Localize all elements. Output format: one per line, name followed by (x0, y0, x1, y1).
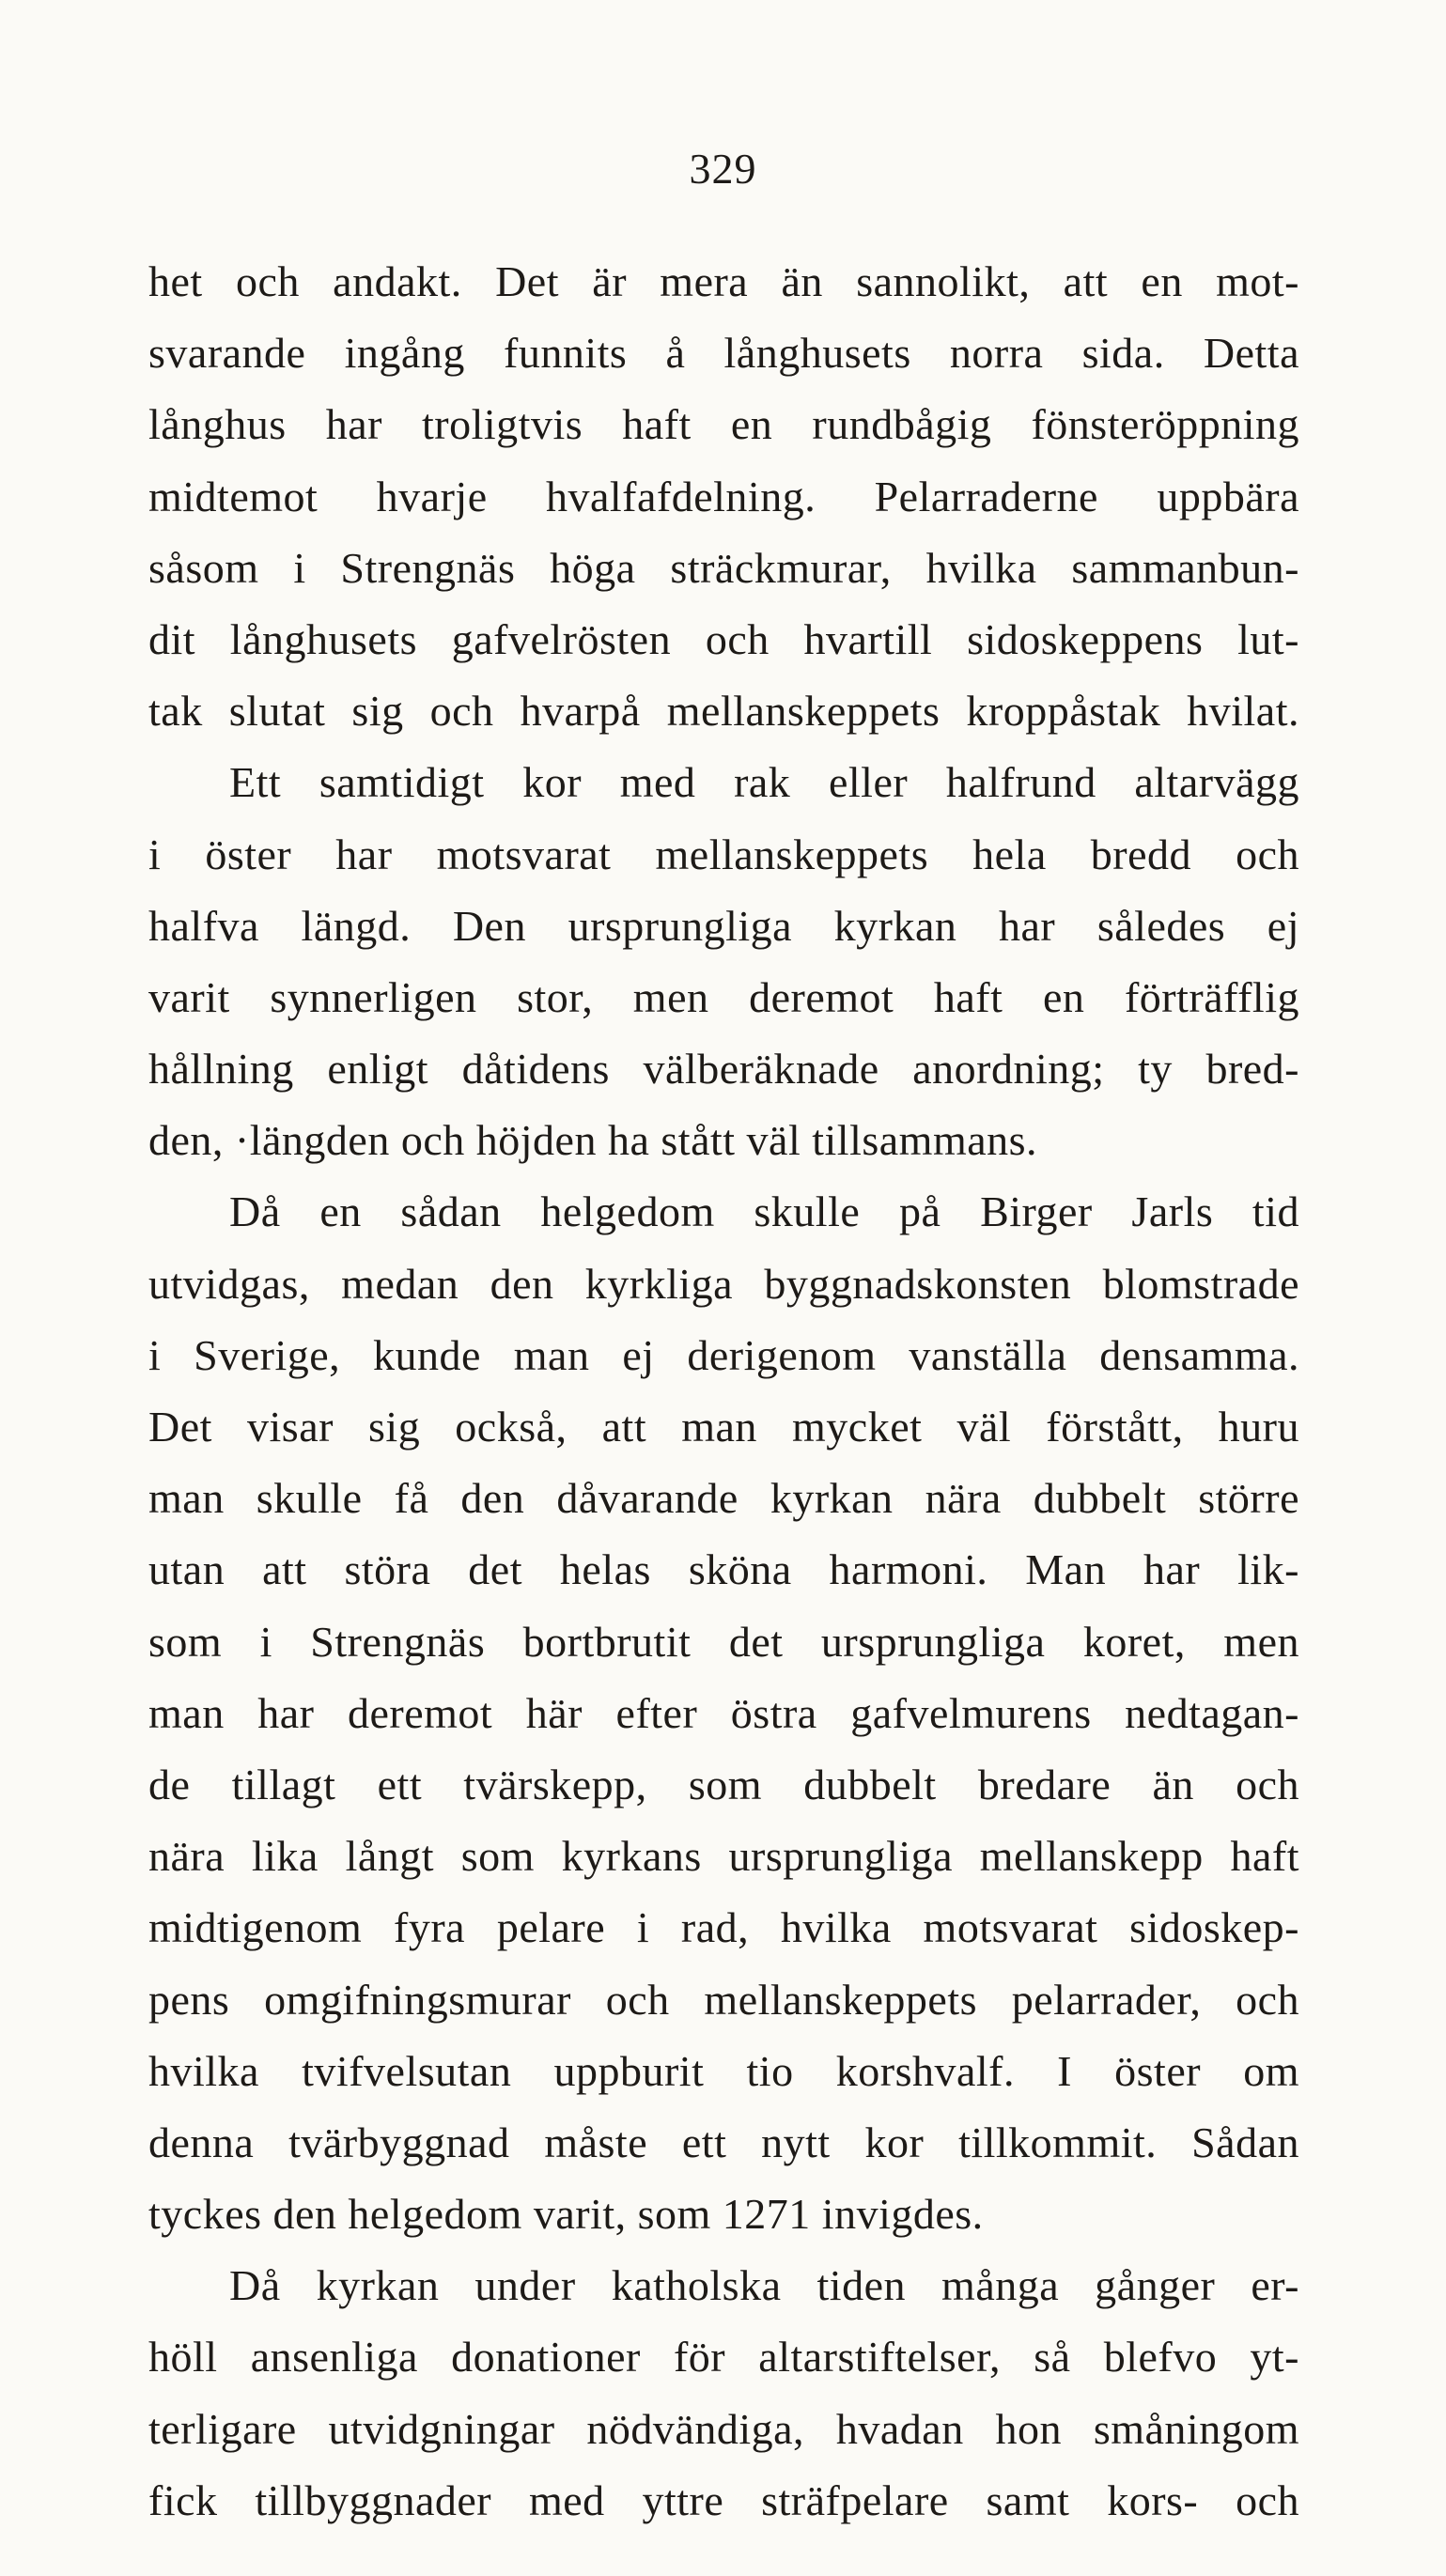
text-line: man skulle få den dåvarande kyrkan nära dubbelt större (148, 1474, 1299, 1523)
text-line: Ett samtidigt kor med rak eller halfrund altarvägg (229, 758, 1299, 807)
page-number: 329 (689, 145, 757, 193)
text-line: den, ·längden och höjden ha stått väl tillsammans. (148, 1116, 1038, 1165)
text-line: utvidgas, medan den kyrkliga byggnadskonsten blomstrade (148, 1259, 1299, 1308)
text-line: pens omgifningsmurar och mellanskeppets pelarrader, och (148, 1975, 1299, 2024)
text-line: dit långhusets gafvelrösten och hvartill sidoskeppens lut- (148, 614, 1299, 663)
text-line: nära lika långt som kyrkans ursprungliga mellanskepp haft (148, 1832, 1299, 1881)
text-line: terligare utvidgningar nödvändiga, hvadan hon småningom (148, 2404, 1299, 2453)
text-line: midtigenom fyra pelare i rad, hvilka motsvarat sidoskep- (148, 1903, 1299, 1952)
text-line: svarande ingång funnits å långhusets norra sida. Detta (148, 329, 1299, 378)
text-line: halfva längd. Den ursprungliga kyrkan har således ej (148, 901, 1299, 950)
text-line: utan att störa det helas sköna harmoni. Man har lik- (148, 1545, 1299, 1594)
text-line: hvilka tvifvelsutan uppburit tio korshvalf. I öster om (148, 2046, 1299, 2095)
text-line: denna tvärbyggnad måste ett nytt kor tillkommit. Sådan (148, 2118, 1299, 2166)
text-line: hållning enligt dåtidens välberäknade anordning; ty bred- (148, 1045, 1299, 1094)
text-line: de tillagt ett tvärskepp, som dubbelt bredare än och (148, 1760, 1299, 1808)
text-line: långhus har troligtvis haft en rundbågig fönsteröppning (148, 400, 1299, 449)
text-line: i Sverige, kunde man ej derigenom vanställa densamma. (148, 1330, 1299, 1379)
text-line: i öster har motsvarat mellanskeppets hela bredd och (148, 830, 1299, 878)
text-line: Det visar sig också, att man mycket väl förstått, huru (148, 1403, 1299, 1451)
text-line: såsom i Strengnäs höga sträckmurar, hvilka sammanbun- (148, 543, 1299, 592)
text-line: varit synnerligen stor, men deremot haft en förträfflig (148, 972, 1299, 1021)
text-line: Då en sådan helgedom skulle på Birger Jarls tid (229, 1187, 1299, 1236)
text-line: midtemot hvarje hvalfafdelning. Pelarraderne uppbära (148, 472, 1299, 520)
text-line: höll ansenliga donationer för altarstiftelser, så blefvo yt- (148, 2333, 1299, 2382)
text-line: som i Strengnäs bortbrutit det ursprungliga koret, men (148, 1617, 1299, 1666)
text-line: het och andakt. Det är mera än sannolikt, att en mot- (148, 257, 1299, 305)
text-line: tyckes den helgedom varit, som 1271 invigdes. (148, 2190, 984, 2239)
body-text (148, 246, 1299, 2537)
text-line: tak slutat sig och hvarpå mellanskeppets kroppåstak hvilat. (148, 687, 1299, 736)
text-line: fick tillbyggnader med yttre sträfpelare samt kors- och (148, 2475, 1299, 2524)
text-line: man har deremot här efter östra gafvelmurens nedtagan- (148, 1688, 1299, 1737)
text-line: Då kyrkan under katholska tiden många gånger er- (229, 2261, 1299, 2310)
